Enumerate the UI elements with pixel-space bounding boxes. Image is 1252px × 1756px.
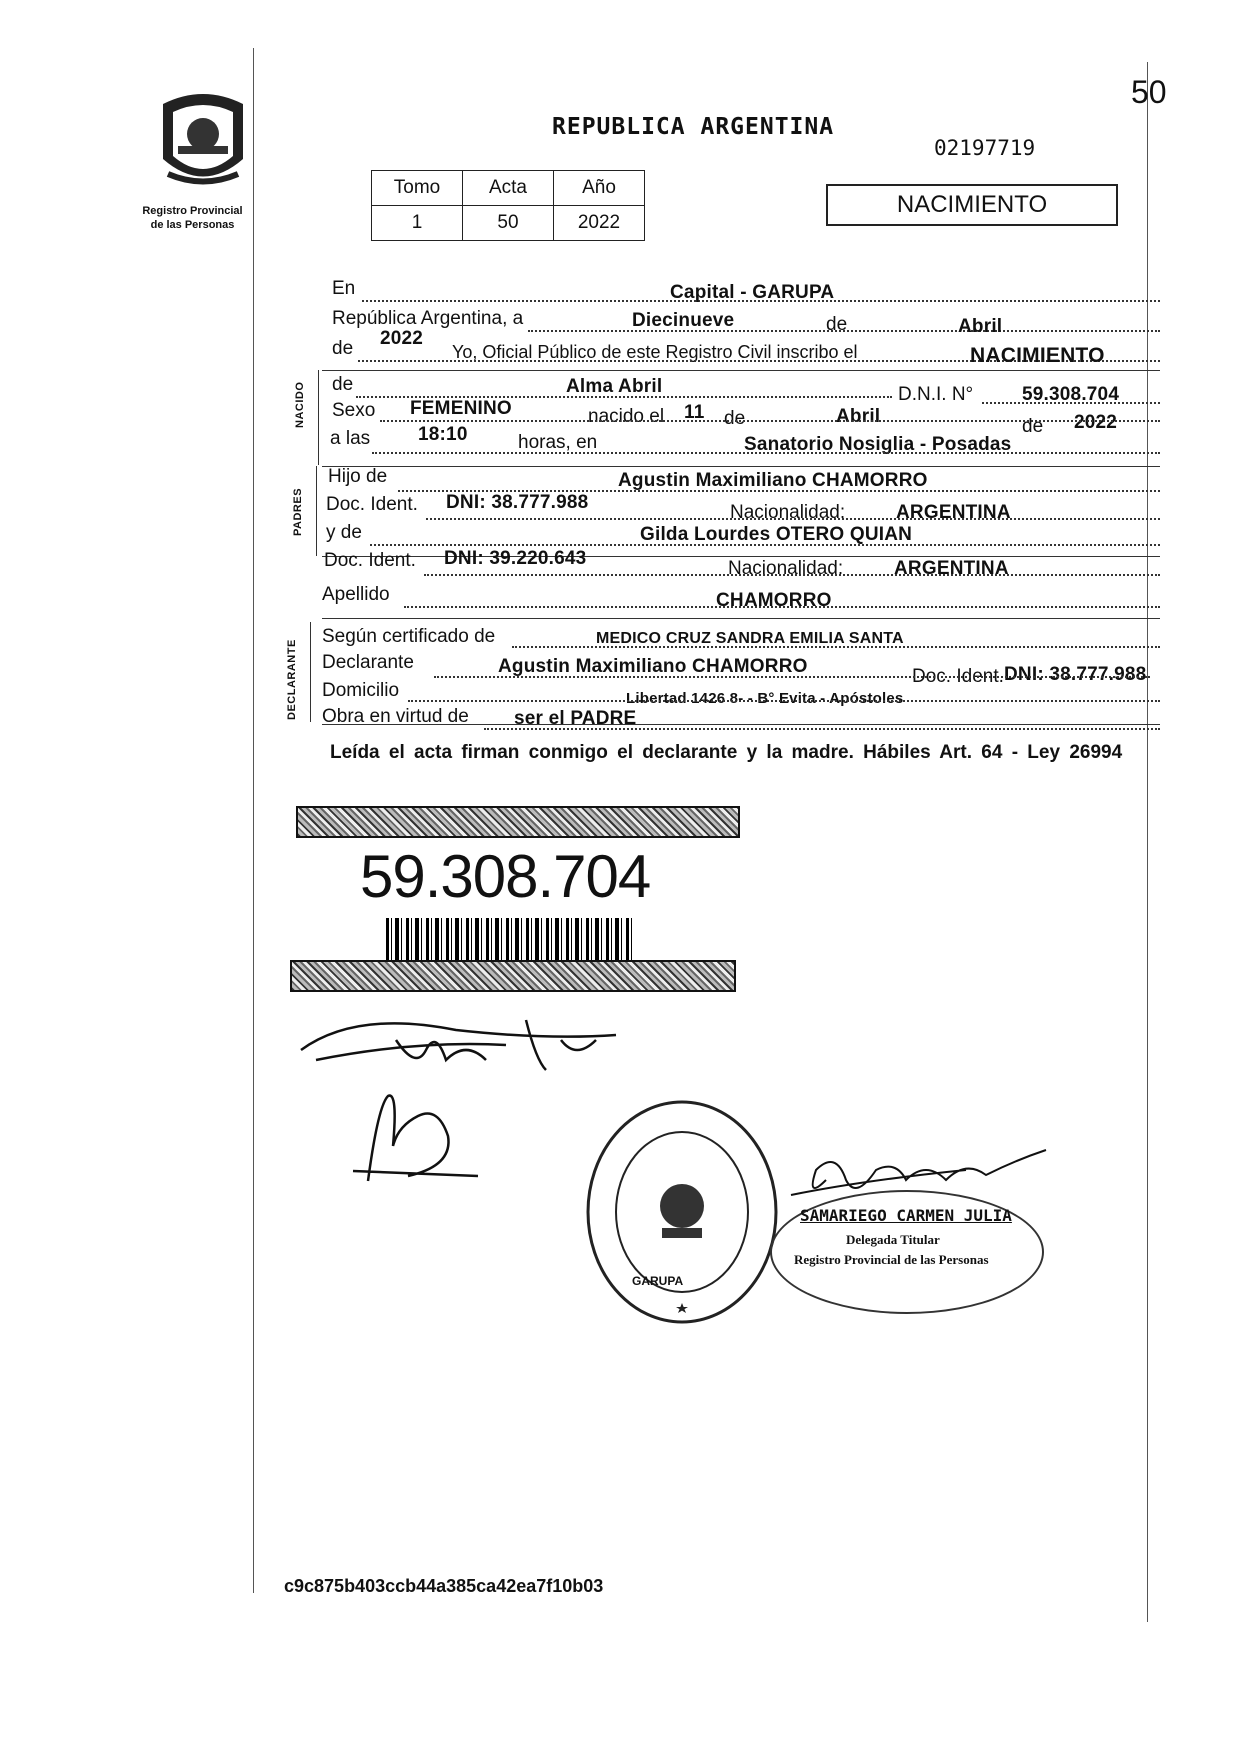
month-value: Abril: [958, 316, 1003, 337]
doc-ident-label: Doc. Ident.: [326, 494, 418, 515]
obra-label: Obra en virtud de: [322, 706, 469, 727]
nacido-side-label: NACIDO: [294, 381, 306, 428]
acta-header-acta: Acta: [463, 171, 554, 206]
declarant-signature: [296, 1000, 636, 1080]
acta-value-acta: 50: [463, 206, 554, 241]
dni-stamp: 59.308.704: [360, 843, 651, 910]
line-13-dots: [434, 676, 1150, 678]
nombre-value: Alma Abril: [566, 376, 663, 397]
line-15-dots: [484, 728, 1160, 730]
line-8-dots: [426, 518, 1160, 520]
yo-text: Yo, Oficial Público de este Registro Civil inscribo el: [452, 342, 858, 362]
segun-label: Según certificado de: [322, 626, 496, 647]
apellido-value: CHAMORRO: [716, 590, 832, 611]
line-10-dots: [424, 574, 1160, 576]
line-5-dots: [380, 420, 1160, 422]
de-label-4: de: [724, 408, 746, 429]
left-border: [253, 48, 254, 1593]
hijo-label: Hijo de: [328, 466, 388, 487]
line-14-dots: [408, 700, 1160, 702]
official-stamp: [584, 1098, 780, 1326]
decl-doc-value: DNI: 38.777.988: [1004, 664, 1147, 685]
madre-doc: DNI: 39.220.643: [444, 548, 587, 569]
stamp-icon: [584, 1098, 780, 1326]
declarante-value: Agustin Maximiliano CHAMORRO: [498, 656, 808, 677]
de-label-1: de: [826, 314, 848, 335]
act-type-box: NACIMIENTO: [826, 184, 1118, 226]
lugar-value: Sanatorio Nosiglia - Posadas: [744, 434, 1012, 455]
rule-2: [322, 466, 1160, 467]
declarante-side-label: DECLARANTE: [286, 639, 298, 720]
padres-bar: [316, 466, 317, 556]
stamp-bottom-text: GARUPA: [632, 1274, 684, 1288]
padre-doc: DNI: 38.777.988: [446, 492, 589, 513]
en-label: En: [332, 278, 356, 299]
acta-table: [371, 170, 645, 241]
dni-value: 59.308.704: [1022, 384, 1120, 405]
country-title: REPUBLICA ARGENTINA: [552, 114, 835, 140]
de-label-3: de: [332, 374, 354, 395]
certificado-value: MEDICO CRUZ SANDRA EMILIA SANTA: [596, 630, 904, 647]
closing-text: Leída el acta firman conmigo el declarante y la madre. Hábiles Art. 64 - Ley 26994: [330, 742, 1123, 763]
dni-label: D.N.I. N°: [898, 384, 974, 405]
declarante-label: Declarante: [322, 652, 414, 673]
domicilio-value: Libertad 1426 8- - B° Evita - Apóstoles: [626, 690, 904, 707]
page-number: 50: [1131, 74, 1167, 110]
hora-value: 18:10: [418, 424, 468, 445]
yde-label: y de: [326, 522, 362, 543]
acta-value-anio: 2022: [554, 206, 645, 241]
declarante-bar: [310, 622, 311, 722]
line-6-dots: [372, 452, 1160, 454]
document-hash: c9c875b403ccb44a385ca42ea7f10b03: [284, 1576, 604, 1596]
padre-nac: ARGENTINA: [896, 502, 1011, 523]
de-label-5: de: [1022, 416, 1044, 437]
nacido-day: 11: [684, 402, 705, 423]
line-11-dots: [404, 606, 1160, 608]
nacido-bar: [318, 370, 319, 465]
sexo-value: FEMENINO: [410, 398, 512, 419]
year-value: 2022: [380, 328, 424, 349]
rule-4: [322, 618, 1160, 619]
domicilio-label: Domicilio: [322, 680, 400, 701]
padre-value: Agustin Maximiliano CHAMORRO: [618, 470, 928, 491]
doc-ident2-label: Doc. Ident.: [324, 550, 416, 571]
guilloche-band-bottom: [290, 960, 736, 992]
madre-value: Gilda Lourdes OTERO QUIAN: [640, 524, 913, 545]
officer-title: Delegada Titular: [846, 1232, 940, 1247]
right-border: [1147, 62, 1148, 1622]
republica-label: República Argentina, a: [332, 308, 524, 329]
nacido-label: nacido el: [588, 406, 665, 427]
serial-number: 02197719: [934, 136, 1036, 160]
nacionalidad2-label: Nacionalidad:: [728, 558, 844, 579]
apellido-label: Apellido: [322, 584, 390, 605]
officer-org: Registro Provincial de las Personas: [794, 1252, 989, 1267]
acta-value-tomo: 1: [372, 206, 463, 241]
sexo-label: Sexo: [332, 400, 376, 421]
en-value: Capital - GARUPA: [670, 282, 835, 303]
obra-value: ser el PADRE: [514, 708, 637, 729]
acta-header-tomo: Tomo: [372, 171, 463, 206]
day-words: Diecinueve: [632, 310, 735, 331]
line-9-dots: [370, 544, 1160, 546]
madre-nac: ARGENTINA: [894, 558, 1009, 579]
province-logo: [148, 84, 258, 194]
padres-side-label: PADRES: [292, 487, 304, 536]
nacionalidad-label: Nacionalidad:: [730, 502, 846, 523]
de-label-2: de: [332, 338, 354, 359]
mother-signature: [348, 1086, 488, 1186]
nacido-year: 2022: [1074, 412, 1118, 433]
rule-1: [322, 370, 1160, 371]
alas-label: a las: [330, 428, 371, 449]
acta-header-anio: Año: [554, 171, 645, 206]
nacido-month: Abril: [836, 406, 881, 427]
officer-name: SAMARIEGO CARMEN JULIA: [800, 1206, 1012, 1225]
horas-en-label: horas, en: [518, 432, 598, 453]
guilloche-band-top: [296, 806, 740, 838]
misiones-seal-icon: [148, 84, 258, 194]
rule-5: [322, 724, 1160, 725]
inscribe-value: NACIMIENTO: [970, 344, 1105, 367]
decl-doc-label: Doc. Ident.: [912, 666, 1004, 687]
line-12-dots: [512, 646, 1160, 648]
logo-caption: Registro Provincial de las Personas: [142, 205, 243, 231]
